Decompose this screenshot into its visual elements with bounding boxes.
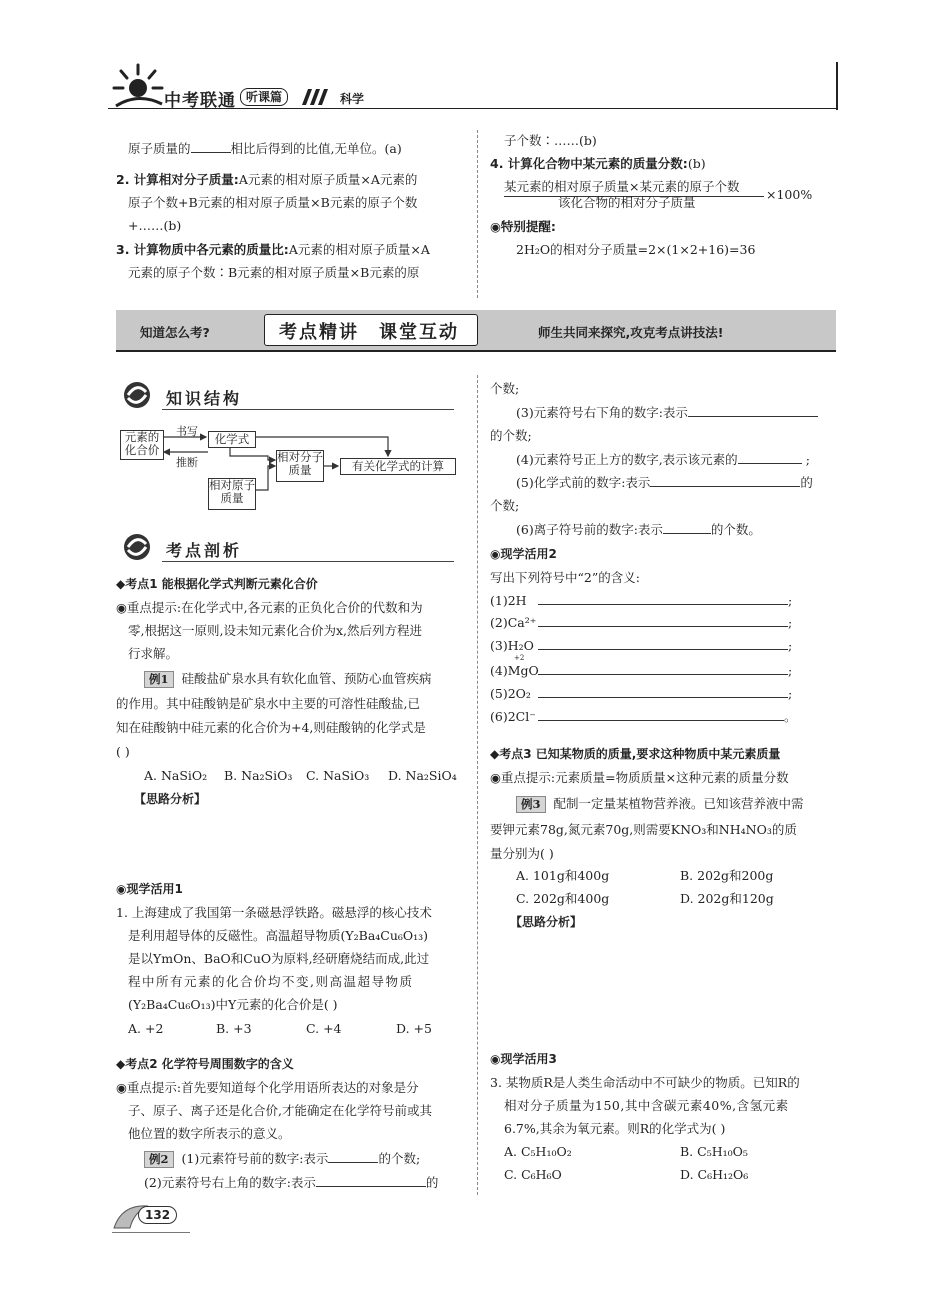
example-2-text: 的: [800, 475, 813, 490]
banner-left-text: 知道怎么考?: [140, 325, 210, 340]
punctuation: ;: [805, 452, 810, 467]
brand-title: 中考联通: [164, 91, 236, 111]
punctuation: ;: [788, 638, 793, 653]
topic-2-tip: ◉重点提示:首先要知道每个化学用语所表达的对象是分: [116, 1080, 419, 1095]
symbol-item: (5)2O₂: [490, 686, 531, 701]
practice-1-heading: ◉现学活用1: [116, 882, 183, 896]
option-c[interactable]: C. +4: [306, 1021, 342, 1036]
practice-3-text: 6.7%,其余为氧元素。则R的化学式为( ): [504, 1121, 726, 1136]
example-2-text: (5)化学式前的数字:表示: [516, 475, 651, 490]
text-line: 元素的原子个数∶B元素的相对原子质量×B元素的原: [128, 265, 420, 280]
rule-heading: 3. 计算物质中各元素的质量比:: [116, 242, 289, 257]
example-1-text: 的作用。其中硅酸钠是矿泉水中主要的可溶性硅酸盐,已: [116, 696, 420, 711]
section-banner: [116, 310, 836, 352]
banner-right-text: 师生共同来探究,攻克考点讲技法!: [538, 325, 724, 340]
practice-3-text: 3. 某物质R是人类生命活动中不可缺少的物质。已知R的: [490, 1075, 800, 1090]
text-line: 原子质量的: [128, 141, 191, 156]
swirl-section-icon: [120, 532, 154, 562]
percent-factor: ×100%: [766, 187, 813, 202]
topic-2-tip: 子、原子、离子还是化合价,才能确定在化学符号前或其: [128, 1103, 432, 1118]
swirl-section-icon: [120, 380, 154, 410]
option-a[interactable]: A. C₅H₁₀O₂: [504, 1144, 572, 1159]
punctuation: ;: [788, 615, 793, 630]
example-2-text: 个数;: [490, 381, 520, 396]
box-formula: 化学式: [208, 431, 256, 448]
text-line: 相比后得到的比值,无单位。(a): [230, 141, 402, 156]
topic-1-heading: ◆考点1 能根据化学式判断元素化合价: [116, 577, 318, 591]
option-d[interactable]: D. Na₂SiO₄: [388, 768, 457, 783]
example-2-text: 的: [425, 1175, 439, 1190]
option-d[interactable]: D. C₆H₁₂O₆: [680, 1167, 749, 1182]
answer-blank[interactable]: [538, 662, 788, 675]
header-tab: 听课篇: [240, 88, 288, 106]
answer-blank[interactable]: [191, 140, 231, 153]
answer-blank[interactable]: [316, 1174, 426, 1187]
example-3-text: 量分别为( ): [490, 846, 554, 861]
knowledge-diagram: [118, 424, 458, 514]
answer-blank[interactable]: [538, 592, 788, 605]
example-2-badge: 例2: [144, 1151, 174, 1168]
answer-blank[interactable]: [538, 637, 788, 650]
example-3-text: 配制一定量某植物营养液。已知该营养液中需: [553, 796, 804, 811]
example-2-text: (3)元素符号右下角的数字:表示: [516, 405, 688, 420]
text-line: A元素的相对原子质量×A: [288, 242, 430, 257]
example-1-text: 硅酸盐矿泉水具有软化血管、预防心血管疾病: [181, 671, 432, 686]
practice-1-text: 是利用超导体的反磁性。高温超导物质(Y₂Ba₄Cu₆O₁₃): [128, 928, 429, 943]
box-valence: 元素的化合价: [120, 430, 164, 460]
arrow-label-write: 书写: [176, 425, 198, 438]
answer-blank[interactable]: [688, 404, 818, 417]
answer-bracket[interactable]: ( ): [116, 744, 130, 759]
practice-3-heading: ◉现学活用3: [490, 1052, 557, 1066]
symbol-item: (1)2H: [490, 593, 527, 608]
special-tip-text: 2H₂O的相对分子质量=2×(1×2+16)=36: [516, 242, 756, 257]
answer-blank[interactable]: [738, 451, 802, 464]
title-underline: [162, 561, 454, 562]
option-d[interactable]: D. +5: [396, 1021, 432, 1036]
slash-stripes-icon: [296, 89, 330, 105]
page-footer: [112, 1196, 192, 1236]
answer-blank[interactable]: [538, 614, 788, 627]
answer-blank[interactable]: [328, 1150, 378, 1163]
option-c[interactable]: C. C₆H₆O: [504, 1167, 562, 1182]
topic-1-tip: 行求解。: [128, 646, 179, 661]
example-1-badge: 例1: [144, 671, 174, 688]
valence-superscript: +2: [514, 654, 525, 662]
punctuation: ;: [788, 593, 793, 608]
header-side-rule: [836, 62, 838, 110]
text-line: 原子个数+B元素的相对原子质量×B元素的原子个数: [128, 195, 418, 210]
punctuation: ;: [788, 663, 793, 678]
example-3-text: 要钾元素78g,氮元素70g,则需要KNO₃和NH₄NO₃的质: [490, 822, 797, 837]
symbol-item: (2)Ca²⁺: [490, 615, 537, 630]
rule-heading: 4. 计算化合物中某元素的质量分数:: [490, 156, 688, 171]
banner-center-text-2: 课堂互动: [379, 322, 459, 343]
option-b[interactable]: B. 202g和200g: [680, 868, 774, 883]
structure-title-bar: [118, 380, 454, 412]
practice-1-text: 程中所有元素的化合价均不变,则高温超导物质: [128, 974, 414, 989]
option-a[interactable]: A. 101g和400g: [516, 868, 610, 883]
option-c[interactable]: C. 202g和400g: [516, 891, 610, 906]
option-b[interactable]: B. C₅H₁₀O₅: [680, 1144, 748, 1159]
header-subject: 科学: [340, 92, 365, 106]
example-2-text: (2)元素符号右上角的数字:表示: [144, 1175, 316, 1190]
answer-blank[interactable]: [538, 708, 784, 721]
structure-title: 知识结构: [166, 389, 243, 408]
example-2-text: (4)元素符号正上方的数字,表示该元素的: [516, 452, 738, 467]
topic-3-heading: ◆考点3 已知某物质的质量,要求这种物质中某元素质量: [490, 747, 781, 761]
title-underline: [162, 409, 454, 410]
practice-1-text: (Y₂Ba₄Cu₆O₁₃)中Y元素的化合价是( ): [128, 997, 338, 1012]
example-2-text: 的个数;: [378, 1151, 421, 1166]
practice-2-heading: ◉现学活用2: [490, 547, 557, 561]
practice-3-text: 相对分子质量为150,其中含碳元素40%,含氢元素: [504, 1098, 789, 1113]
topic-2-tip: 他位置的数字所表示的意义。: [128, 1126, 291, 1141]
banner-center-text-1: 考点精讲: [279, 322, 359, 343]
banner-center-box: [264, 314, 478, 346]
answer-blank[interactable]: [650, 474, 800, 487]
topic-1-tip: ◉重点提示:在化学式中,各元素的正负化合价的代数和为: [116, 600, 423, 615]
example-2-text: (6)离子符号前的数字:表示: [516, 522, 663, 537]
punctuation: ;: [788, 686, 793, 701]
example-2-text: (1)元素符号前的数字:表示: [181, 1151, 329, 1166]
option-d[interactable]: D. 202g和120g: [680, 891, 774, 906]
text-line: (b): [687, 156, 706, 171]
text-line: +……(b): [128, 218, 182, 233]
text-line: A元素的相对原子质量×A元素的: [238, 172, 418, 187]
practice-2-question: 写出下列符号中“2”的含义:: [490, 570, 640, 585]
fraction-denominator: 该化合物的相对分子质量: [558, 195, 696, 210]
thinking-analysis-label: 【思路分析】: [134, 792, 207, 806]
answer-blank[interactable]: [663, 521, 711, 534]
box-molecular-mass: 相对分子质量: [276, 450, 324, 482]
header-rule: [108, 108, 838, 109]
box-atomic-mass: 相对原子质量: [208, 478, 256, 510]
example-2-text: 的个数;: [490, 428, 532, 443]
practice-1-text: 是以YmOn、BaO和CuO为原料,经研磨烧结而成,此过: [128, 951, 430, 966]
rule-heading: 2. 计算相对分子质量:: [116, 172, 239, 187]
special-tip-heading: ◉特别提醒:: [490, 219, 556, 234]
option-a[interactable]: A. +2: [128, 1021, 164, 1036]
analysis-title-bar: [118, 532, 454, 564]
text-line: 子个数∶……(b): [504, 133, 597, 148]
symbol-item: (6)2Cl⁻: [490, 709, 536, 724]
symbol-item: (3)H₂O: [490, 638, 534, 653]
topic-1-tip: 零,根据这一原则,设未知元素化合价为x,然后列方程进: [128, 623, 422, 638]
symbol-item: (4)MgO: [490, 663, 539, 678]
thinking-analysis-label: 【思路分析】: [510, 915, 583, 929]
practice-1-text: 1. 上海建成了我国第一条磁悬浮铁路。磁悬浮的核心技术: [116, 905, 432, 920]
option-b[interactable]: B. +3: [216, 1021, 252, 1036]
box-formula-calc: 有关化学式的计算: [340, 458, 456, 475]
option-b[interactable]: B. Na₂SiO₃: [224, 768, 293, 783]
example-2-text: 的个数。: [710, 522, 761, 537]
footer-rule: [112, 1232, 190, 1233]
topic-3-tip: ◉重点提示:元素质量=物质质量×这种元素的质量分数: [490, 770, 789, 785]
sun-logo-icon: [110, 62, 166, 108]
analysis-title: 考点剖析: [166, 541, 243, 560]
answer-blank[interactable]: [538, 685, 788, 698]
topic-2-heading: ◆考点2 化学符号周围数字的含义: [116, 1057, 294, 1071]
punctuation: 。: [784, 709, 797, 724]
fraction-numerator: 某元素的相对原子质量×某元素的原子个数: [504, 179, 740, 194]
arrow-label-infer: 推断: [176, 456, 198, 469]
example-3-badge: 例3: [516, 796, 546, 813]
column-divider-main: [477, 375, 478, 1195]
example-1-text: 知在硅酸钠中硅元素的化合价为+4,则硅酸钠的化学式是: [116, 720, 426, 735]
option-c[interactable]: C. NaSiO₃: [306, 768, 370, 783]
header: [108, 62, 838, 112]
column-divider-top: [477, 130, 478, 298]
page-number: 132: [138, 1206, 177, 1224]
example-2-text: 个数;: [490, 498, 520, 513]
option-a[interactable]: A. NaSiO₂: [144, 768, 208, 783]
